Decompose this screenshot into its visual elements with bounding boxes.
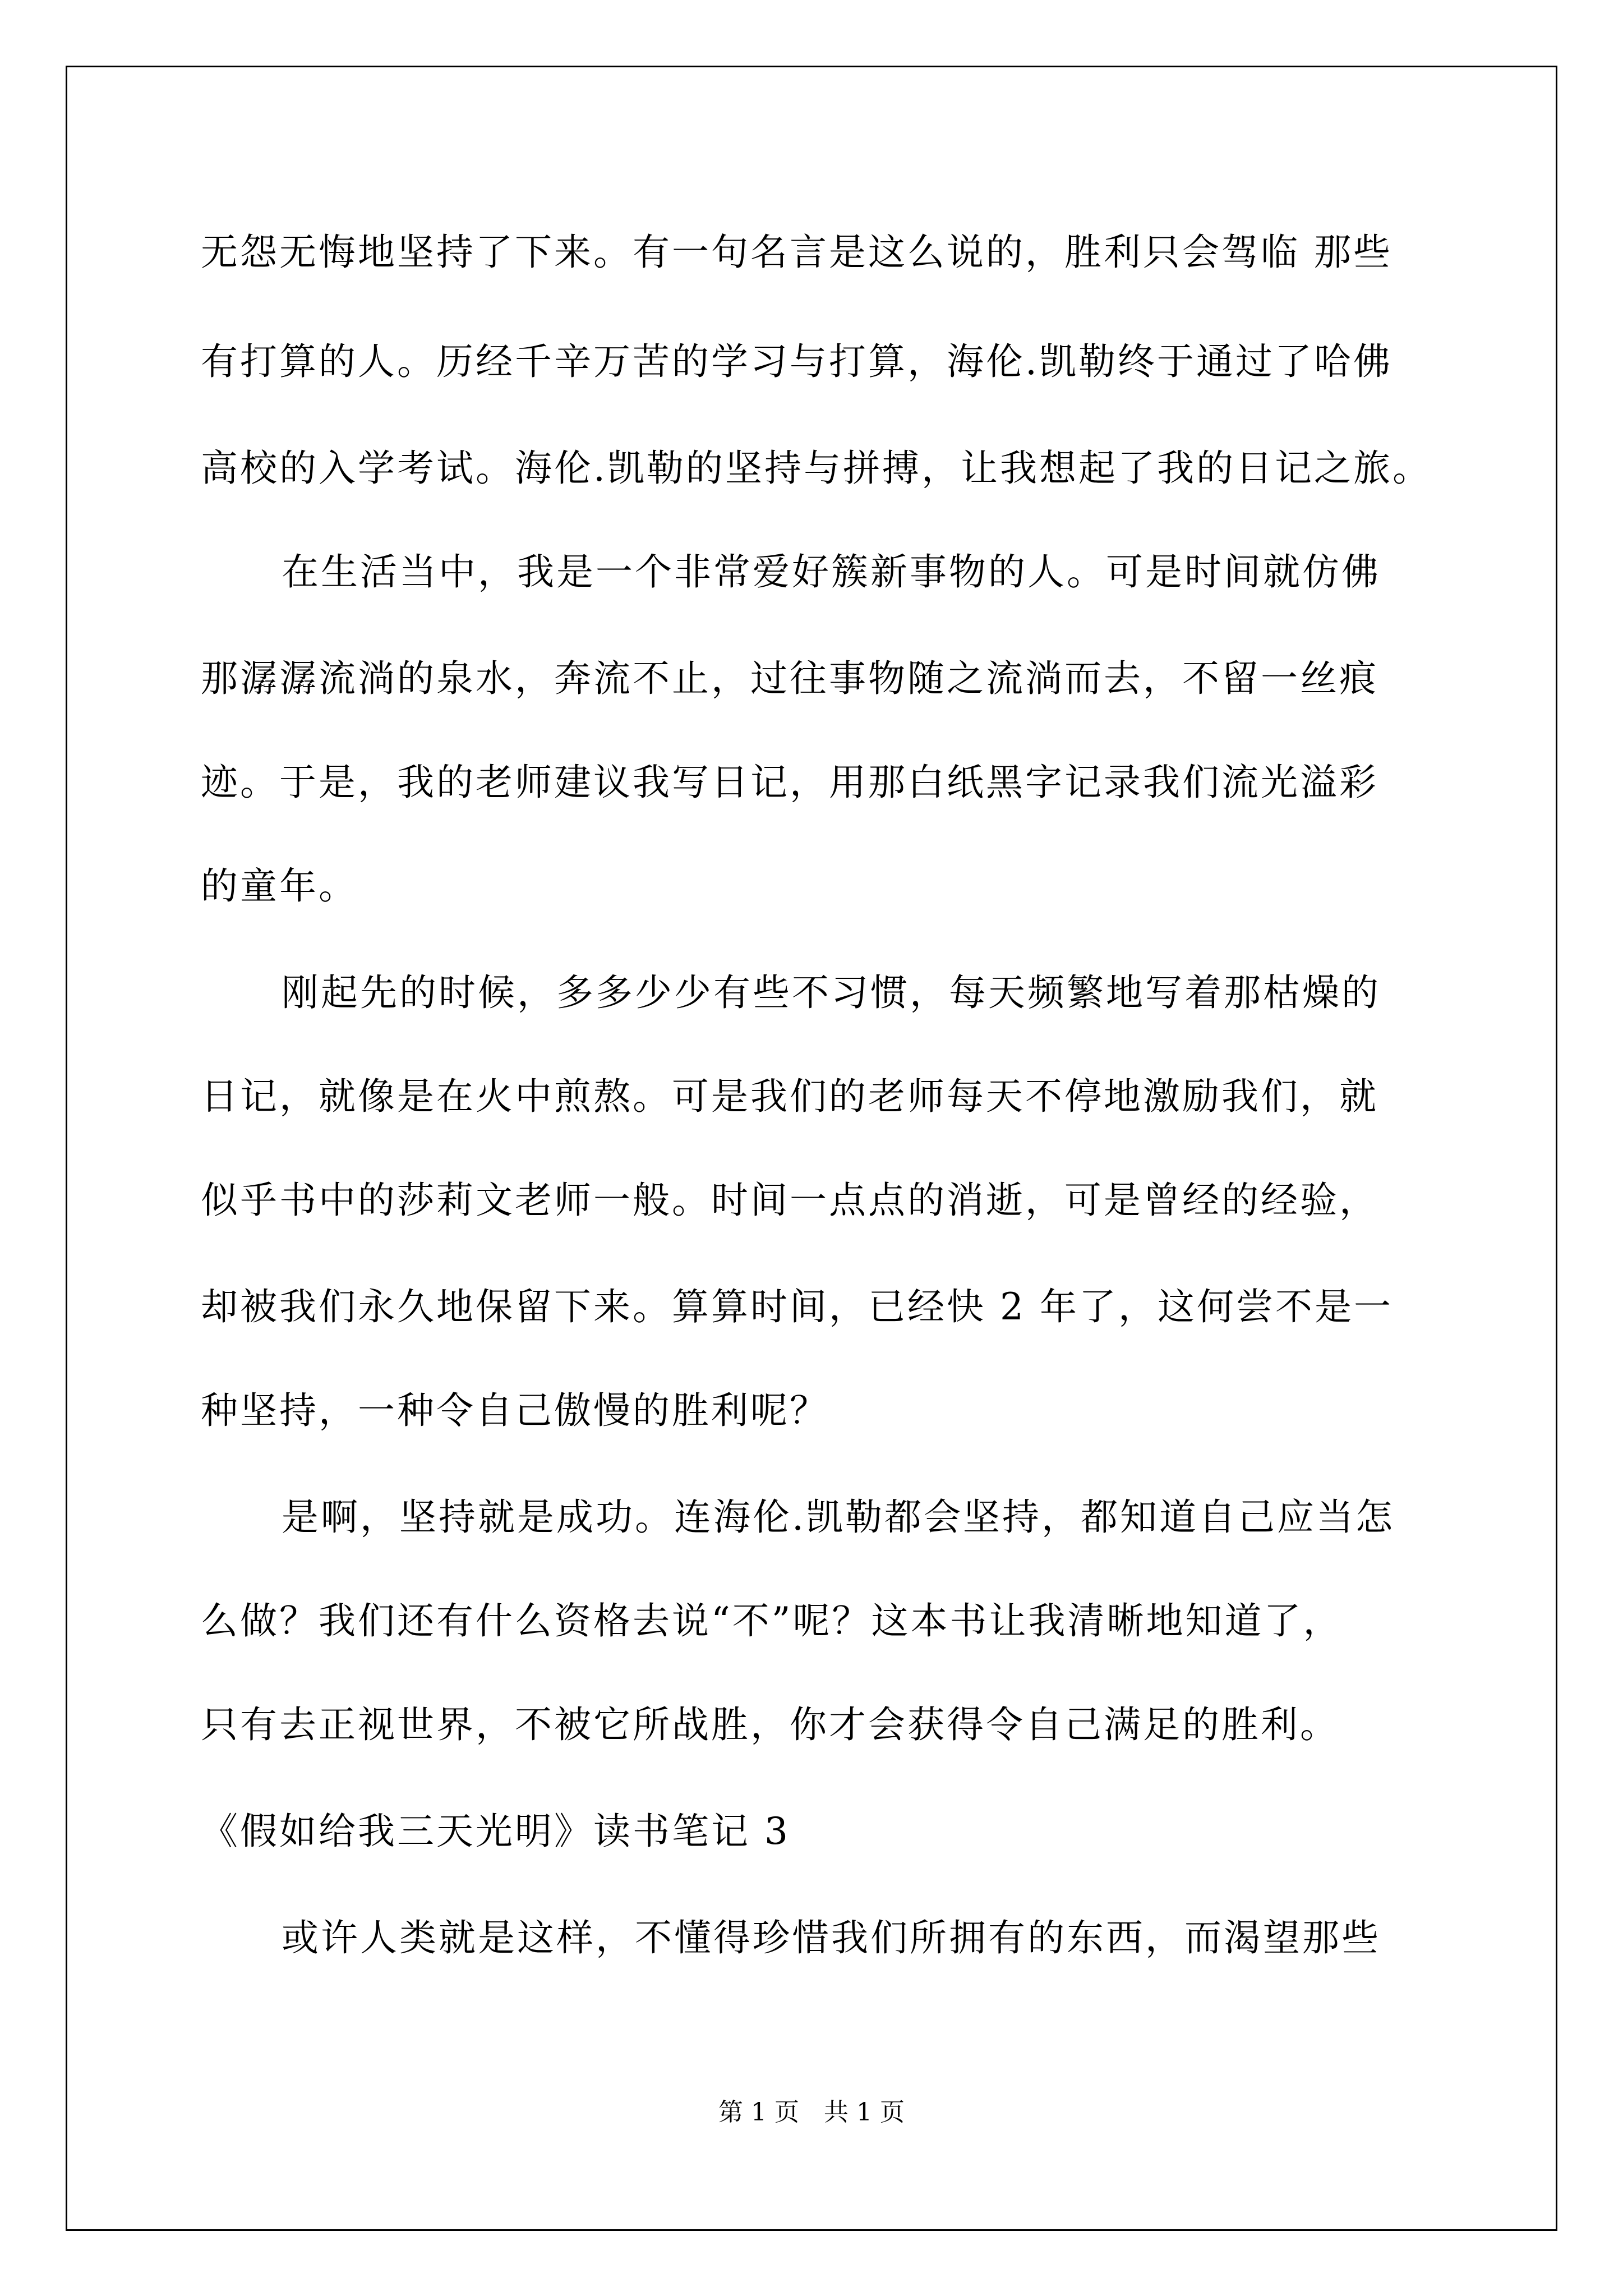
paragraph-line: 那潺潺流淌的泉水，奔流不止，过往事物随之流淌而去，不留一丝痕	[201, 657, 1378, 700]
paragraph-line: 种坚持，一种令自己傲慢的胜利呢？	[201, 1389, 829, 1432]
paragraph-line: 只有去正视世界，不被它所战胜，你才会获得令自己满足的胜利。	[201, 1703, 1339, 1746]
section-heading: 《假如给我三天光明》读书笔记 3	[201, 1810, 790, 1853]
paragraph-line: 却被我们永久地保留下来。算算时间，已经快 2 年了，这何尝不是一	[201, 1285, 1393, 1328]
paragraph-line: 高校的入学考试。海伦.凯勒的坚持与拼搏，让我想起了我的日记之旅。	[201, 447, 1432, 490]
paragraph-line: 的童年。	[201, 864, 358, 908]
paragraph-line: 么做？我们还有什么资格去说“不”呢？这本书让我清晰地知道了，	[201, 1599, 1343, 1642]
page-border	[66, 66, 1557, 2231]
paragraph-first-line: 是啊，坚持就是成功。连海伦.凯勒都会坚持，都知道自己应当怎	[282, 1496, 1395, 1539]
paragraph-line: 日记，就像是在火中煎熬。可是我们的老师每天不停地激励我们，就	[201, 1075, 1378, 1118]
paragraph-first-line: 在生活当中，我是一个非常爱好簇新事物的人。可是时间就仿佛	[282, 550, 1381, 593]
paragraph-line: 似乎书中的莎莉文老师一般。时间一点点的消逝，可是曾经的经验，	[201, 1179, 1378, 1222]
paragraph-line: 迹。于是，我的老师建议我写日记，用那白纸黑字记录我们流光溢彩	[201, 761, 1378, 804]
paragraph-line: 有打算的人。历经千辛万苦的学习与打算，海伦.凯勒终于通过了哈佛	[201, 340, 1393, 383]
paragraph-line: 无怨无悔地坚持了下来。有一句名言是这么说的，胜利只会驾临 那些	[201, 231, 1393, 274]
page-number-footer: 第 1 页 共 1 页	[718, 2098, 905, 2127]
paragraph-first-line: 刚起先的时候，多多少少有些不习惯，每天频繁地写着那枯燥的	[282, 971, 1381, 1014]
paragraph-first-line: 或许人类就是这样，不懂得珍惜我们所拥有的东西，而渴望那些	[282, 1916, 1381, 1959]
